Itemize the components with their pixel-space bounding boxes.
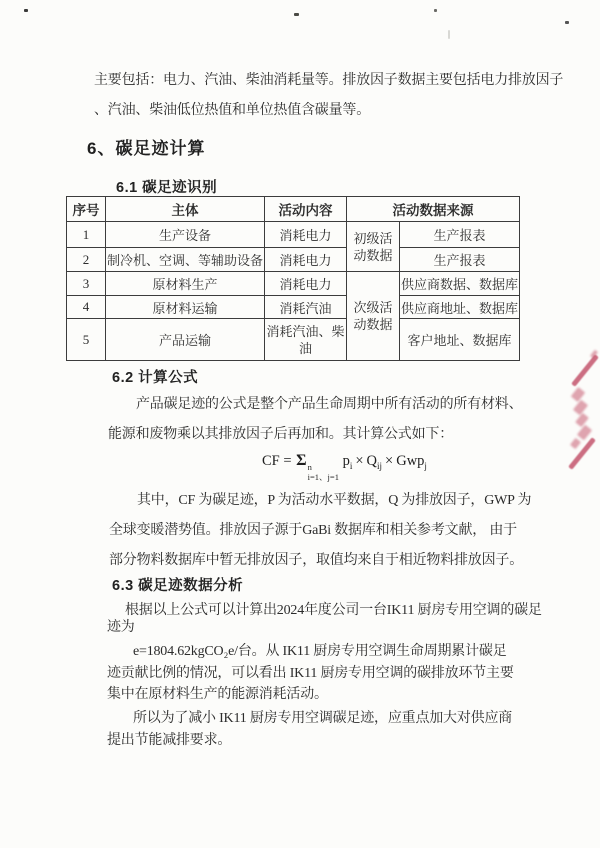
scan-speck: [434, 9, 437, 12]
table-row: [67, 319, 520, 361]
paragraph-line: 所以为了减小 IK11 厨房专用空调碳足迹，应重点加大对供应商: [133, 711, 513, 726]
paragraph-line: 部分物料数据库中暂无排放因子，取值均来自于相近物料排放因子。: [109, 553, 523, 568]
table-row: [67, 296, 520, 319]
stamp-glyph-smudge: [573, 400, 588, 416]
multiply-sign: ×: [385, 453, 394, 469]
identification-table: [66, 196, 520, 361]
table-header-row: [67, 197, 520, 222]
table-row: [67, 272, 520, 296]
cell-source: 生产报表: [400, 222, 520, 248]
formula-explanation-paragraph: [109, 486, 549, 576]
cell-subject: 产品运输: [106, 319, 265, 361]
sigma-lower-limit: i=1、j=1: [307, 471, 339, 482]
paragraph-line: 主要包括：电力、汽油、柴油消耗量等。排放因子数据主要包括电力排放因子: [94, 73, 564, 88]
paragraph-line: e=1804.62kgCO₂e/台。从 IK11 厨房专用空调生命周期累计碳足: [133, 644, 507, 659]
paragraph-line: 根据以上公式可以计算出2024年度公司一台IK11 厨房专用空调的碳足: [125, 603, 542, 618]
sigma-limits: [308, 463, 339, 483]
section-6-2-heading: 6.2 计算公式: [112, 370, 199, 386]
analysis-paragraph-1: [107, 602, 552, 636]
analysis-paragraph-3: [107, 708, 552, 751]
scan-speck: [24, 9, 28, 12]
formula-term-gwp: Gwp$_j$: [396, 453, 427, 471]
formula-lhs: CF =: [262, 453, 292, 469]
carbon-footprint-formula: [262, 452, 427, 483]
scan-speck: [448, 30, 450, 39]
paragraph-line: 迹贡献比例的情况，可以看出 IK11 厨房专用空调的碳排放环节主要: [107, 665, 514, 681]
cell-no: 4: [67, 296, 106, 319]
cell-no: 2: [67, 248, 106, 272]
scan-speck: [294, 13, 299, 16]
multiply-sign: ×: [355, 453, 364, 469]
col-header-source: 活动数据来源: [347, 197, 520, 222]
cell-no: 1: [67, 222, 106, 248]
paragraph-line: 全球变暖潜势值。排放因子源于GaBi 数据库和相关参考文献， 由于: [109, 523, 517, 538]
paragraph-line: 其中，CF 为碳足迹，P 为活动水平数据，Q 为排放因子，GWP 为: [137, 493, 532, 508]
continuation-paragraph: [94, 66, 564, 126]
paragraph-line: 、汽油、柴油低位热值和单位热值含碳量等。: [94, 103, 370, 118]
cell-subject: 生产设备: [106, 222, 265, 248]
cell-data-level-secondary: 次级活动数据: [347, 272, 400, 361]
paragraph-line: 提出节能减排要求。: [107, 732, 232, 748]
sigma-upper-limit: n: [307, 462, 312, 472]
cell-source: 客户地址、数据库: [400, 319, 520, 361]
section-6-3-heading: 6.3 碳足迹数据分析: [112, 578, 244, 594]
table-row: [67, 248, 520, 272]
cell-activity: 消耗电力: [265, 222, 347, 248]
cell-subject: 原材料生产: [106, 272, 265, 296]
paragraph-line: 集中在原材料生产的能源消耗活动。: [107, 687, 328, 702]
cell-activity: 消耗汽油: [265, 296, 347, 319]
cell-source: 供应商地址、数据库: [400, 296, 520, 319]
sigma-symbol: Σ: [296, 452, 307, 469]
analysis-paragraph-2: [107, 641, 552, 706]
col-header-no: 序号: [67, 197, 106, 222]
table-row: [67, 222, 520, 248]
formula-term-q: $Q_{ij}$: [366, 453, 383, 471]
stamp-glyph-smudge: [571, 387, 586, 402]
formula-intro-paragraph: [108, 390, 548, 450]
cell-source: 供应商数据、数据库: [400, 272, 520, 296]
cell-activity: 消耗电力: [265, 248, 347, 272]
paragraph-line: 能源和废物乘以其排放因子后再加和。其计算公式如下：: [108, 427, 453, 442]
formula-term-p: $p_i$: [342, 453, 353, 471]
paragraph-line: 产品碳足迹的公式是整个产品生命周期中所有活动的所有材料、: [136, 397, 523, 412]
section-6-1-heading: 6.1 碳足迹识别: [116, 180, 218, 196]
paragraph-line: 迹为: [107, 620, 135, 635]
cell-activity: 消耗电力: [265, 272, 347, 296]
scan-speck: [565, 21, 569, 24]
cell-no: 3: [67, 272, 106, 296]
cell-subject: 制冷机、空调、等辅助设备: [106, 248, 265, 272]
section-6-heading: 6、碳足迹计算: [87, 139, 206, 158]
cell-source: 生产报表: [400, 248, 520, 272]
cell-subject: 原材料运输: [106, 296, 265, 319]
cell-no: 5: [67, 319, 106, 361]
col-header-subject: 主体: [106, 197, 265, 222]
stamp-glyph-smudge: [570, 438, 581, 449]
cell-activity: 消耗汽油、柴油: [265, 319, 347, 361]
stamp-border-top: [571, 354, 599, 387]
col-header-activity: 活动内容: [265, 197, 347, 222]
cell-data-level-primary: 初级活动数据: [347, 222, 400, 272]
